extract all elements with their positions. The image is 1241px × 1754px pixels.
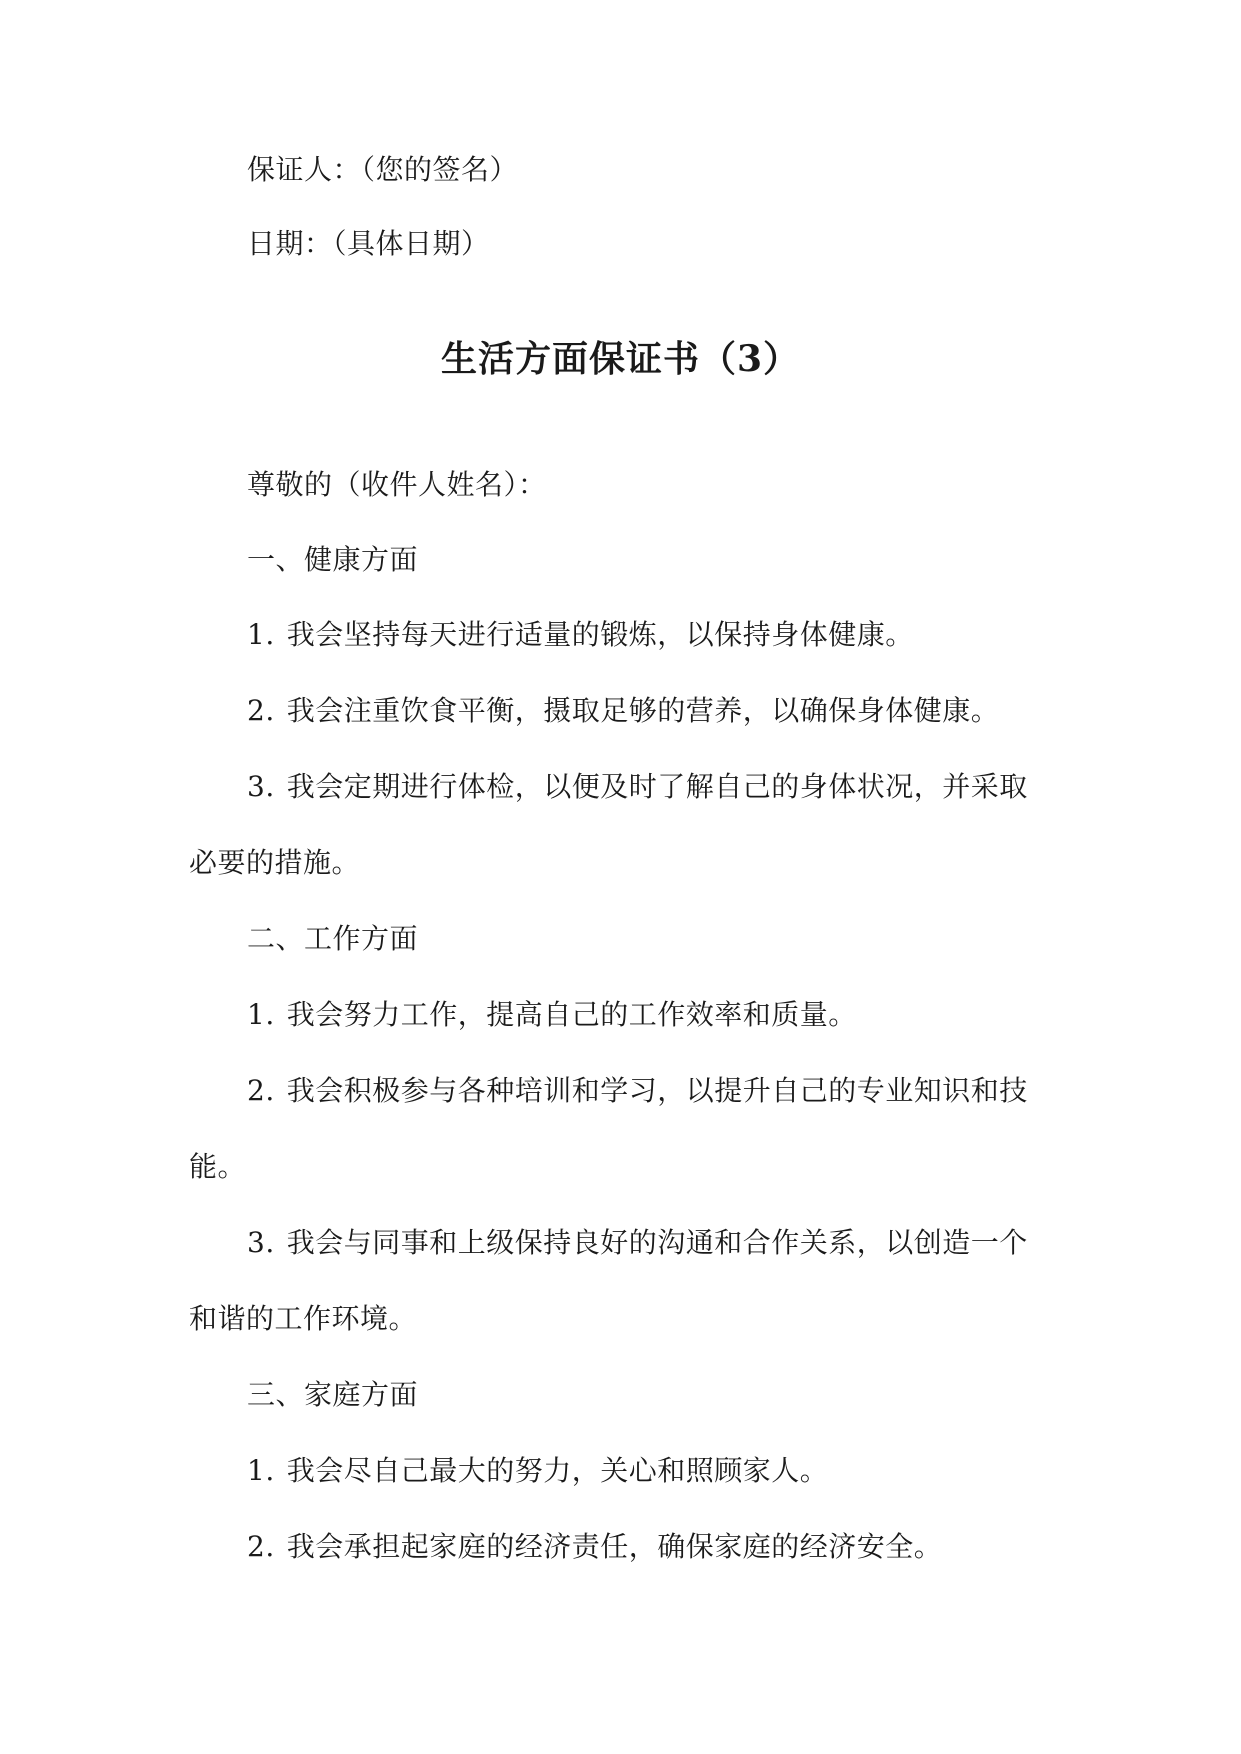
item-text: 我会坚持每天进行适量的锻炼，以保持身体健康。 (286, 618, 914, 651)
list-item (247, 1225, 1028, 1261)
guarantor-line: 保证人：（您的签名） (247, 153, 519, 186)
section-heading-family: 三、家庭方面 (247, 1378, 419, 1411)
item-text: 我会积极参与各种培训和学习，以提升自己的专业知识和技 (286, 1074, 1028, 1107)
item-text: 我会尽自己最大的努力，关心和照顾家人。 (286, 1454, 829, 1487)
item-number: 2. (247, 1074, 275, 1107)
section-heading-health: 一、健康方面 (247, 543, 419, 576)
section-heading-work: 二、工作方面 (247, 922, 419, 955)
list-item (247, 1073, 1028, 1109)
item-number: 1. (247, 998, 275, 1031)
item-text: 我会与同事和上级保持良好的沟通和合作关系，以创造一个 (286, 1226, 1028, 1259)
item-text: 我会定期进行体检，以便及时了解自己的身体状况，并采取 (286, 770, 1028, 803)
item-number: 1. (247, 618, 275, 651)
item-number: 2. (247, 694, 275, 727)
item-text: 我会努力工作，提高自己的工作效率和质量。 (286, 998, 857, 1031)
salutation: 尊敬的（收件人姓名）： (247, 468, 547, 501)
list-item (247, 1453, 828, 1489)
item-number: 2. (247, 1530, 275, 1563)
item-text: 我会注重饮食平衡，摄取足够的营养，以确保身体健康。 (286, 694, 1000, 727)
list-item (247, 1529, 942, 1565)
item-text: 我会承担起家庭的经济责任，确保家庭的经济安全。 (286, 1530, 943, 1563)
item-number: 3. (247, 770, 275, 803)
list-item (247, 769, 1028, 805)
item-continuation: 能。 (189, 1150, 247, 1183)
list-item (247, 997, 857, 1033)
item-number: 1. (247, 1454, 275, 1487)
document-title: 生活方面保证书（3） (440, 338, 801, 380)
list-item (247, 617, 914, 653)
date-line: 日期：（具体日期） (247, 227, 490, 260)
item-number: 3. (247, 1226, 275, 1259)
item-continuation: 必要的措施。 (189, 846, 361, 879)
item-continuation: 和谐的工作环境。 (189, 1302, 418, 1335)
list-item (247, 693, 999, 729)
